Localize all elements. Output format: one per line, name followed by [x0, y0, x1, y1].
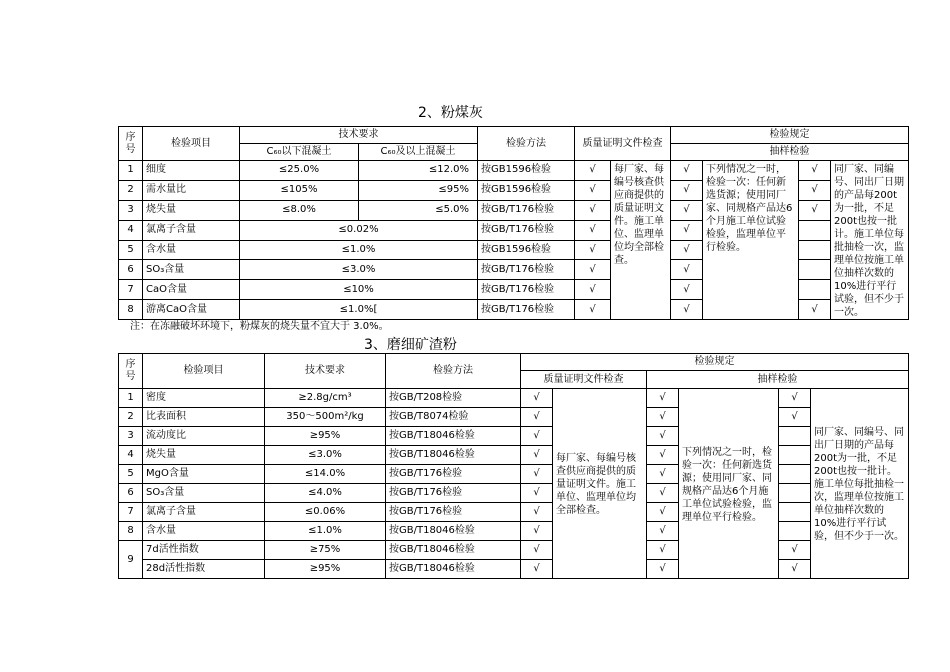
row-method: 按GB/T18046检验 — [386, 446, 521, 465]
row-item: 比表面积 — [143, 408, 265, 427]
row-req: ≥95% — [265, 560, 386, 579]
row-method: 按GB/T176检验 — [478, 280, 575, 300]
sample-check-mark: √ — [671, 300, 703, 320]
sample-text: 下列情况之一时，检验一次：任何新选货源；使用同厂家、同规格产品达6个月施工单位试验检验，监理单位平行检验。 — [703, 161, 799, 320]
sample-check-mark: √ — [647, 503, 679, 522]
header-seq: 序号 — [119, 127, 143, 161]
sample-check-mark: √ — [671, 161, 703, 181]
sample-check-mark: √ — [647, 541, 679, 560]
row-req-merged: ≤10% — [240, 280, 478, 300]
header-method: 检验方法 — [386, 354, 521, 389]
sample-check-mark: √ — [647, 522, 679, 541]
batch-check-mark — [779, 446, 811, 465]
row-method: 按GB/T176检验 — [386, 484, 521, 503]
header-rule: 检验规定 — [521, 354, 909, 371]
row-no: 4 — [119, 220, 143, 240]
header-sample: 抽样检验 — [647, 371, 909, 389]
row-method: 按GB1596检验 — [478, 240, 575, 260]
batch-check-mark: √ — [799, 161, 831, 181]
batch-check-mark: √ — [799, 300, 831, 320]
row-method: 按GB/T18046检验 — [386, 522, 521, 541]
row-req: ≤4.0% — [265, 484, 386, 503]
row-method: 按GB/T18046检验 — [386, 560, 521, 579]
row-req: ≥2.8g/cm³ — [265, 389, 386, 408]
row-item: 需水量比 — [143, 180, 240, 200]
quality-check-mark: √ — [575, 161, 611, 181]
quality-check-mark: √ — [521, 484, 553, 503]
sample-check-mark: √ — [671, 180, 703, 200]
row-req-merged: ≤1.0%[ — [240, 300, 478, 320]
quality-check-mark: √ — [521, 503, 553, 522]
quality-text: 每厂家、每编号核查供应商提供的质量证明文件。施工单位、监理单位均全部检查。 — [553, 389, 647, 579]
header-method: 检验方法 — [478, 127, 575, 161]
quality-check-mark: √ — [521, 541, 553, 560]
row-method: 按GB/T18046检验 — [386, 427, 521, 446]
sample-check-mark: √ — [671, 220, 703, 240]
row-no: 3 — [119, 427, 143, 446]
quality-check-mark: √ — [575, 260, 611, 280]
sample-check-mark: √ — [671, 200, 703, 220]
batch-check-mark: √ — [779, 408, 811, 427]
batch-check-mark: √ — [779, 560, 811, 579]
row-req: ≤3.0% — [265, 446, 386, 465]
quality-check-mark: √ — [521, 560, 553, 579]
quality-check-mark: √ — [521, 389, 553, 408]
sample-check-mark: √ — [671, 260, 703, 280]
row-req: ≥75% — [265, 541, 386, 560]
row-req-low: ≤25.0% — [240, 161, 359, 181]
row-method: 按GB/T8074检验 — [386, 408, 521, 427]
sample-check-mark: √ — [647, 484, 679, 503]
quality-text: 每厂家、每编号核查供应商提供的质量证明文件。施工单位、监理单位均全部检查。 — [611, 161, 671, 320]
row-item: 细度 — [143, 161, 240, 181]
row-req: ≤14.0% — [265, 465, 386, 484]
row-item: 游离CaO含量 — [143, 300, 240, 320]
row-method: 按GB/T176检验 — [478, 220, 575, 240]
row-item: 密度 — [143, 389, 265, 408]
row-no: 8 — [119, 522, 143, 541]
row-no: 7 — [119, 503, 143, 522]
row-no: 5 — [119, 465, 143, 484]
quality-check-mark: √ — [575, 180, 611, 200]
batch-check-mark — [779, 465, 811, 484]
batch-check-mark — [779, 522, 811, 541]
batch-check-mark — [779, 427, 811, 446]
row-no: 1 — [119, 161, 143, 181]
header-sub-low: C₆₀以下混凝土 — [240, 144, 359, 161]
row-item: MgO含量 — [143, 465, 265, 484]
row-no: 1 — [119, 389, 143, 408]
row-item: 7d活性指数 — [143, 541, 265, 560]
rule-text: 同厂家、同编号、同出厂日期的产品每200t为一批，不足200t也按一批计。施工单位每批抽检一次，监理单位按施工单位抽样次数的10%进行平行试验，但不少于一次。 — [831, 161, 909, 320]
batch-check-mark — [799, 220, 831, 240]
batch-check-mark — [779, 503, 811, 522]
batch-check-mark — [799, 260, 831, 280]
header-seq: 序号 — [119, 354, 143, 389]
batch-check-mark: √ — [799, 180, 831, 200]
row-no: 5 — [119, 240, 143, 260]
sample-check-mark: √ — [647, 427, 679, 446]
row-item: 含水量 — [143, 240, 240, 260]
row-method: 按GB/T176检验 — [478, 260, 575, 280]
quality-check-mark: √ — [575, 200, 611, 220]
row-method: 按GB/T18046检验 — [386, 541, 521, 560]
row-req-low: ≤105% — [240, 180, 359, 200]
header-tech: 技术要求 — [240, 127, 478, 144]
rule-text: 同厂家、同编号、同出厂日期的产品每200t为一批，不足200t也按一批计。施工单位每批抽检一次，监理单位按施工单位抽样次数的10%进行平行试验，但不少于一次。 — [811, 389, 909, 579]
row-req-high: ≤95% — [359, 180, 478, 200]
row-req-high: ≤5.0% — [359, 200, 478, 220]
row-item: SO₃含量 — [143, 260, 240, 280]
row-no: 9 — [119, 541, 143, 579]
quality-check-mark: √ — [521, 465, 553, 484]
row-req-high: ≤12.0% — [359, 161, 478, 181]
row-method: 按GB/T176检验 — [386, 465, 521, 484]
header-item: 检验项目 — [143, 354, 265, 389]
sample-text: 下列情况之一时，检验一次：任何新选货源；使用同厂家、同规格产品达6个月施工单位试验检验，监理单位平行检验。 — [679, 389, 779, 579]
header-quality: 质量证明文件检查 — [575, 127, 671, 161]
quality-check-mark: √ — [575, 280, 611, 300]
sample-check-mark: √ — [671, 280, 703, 300]
row-method: 按GB/T208检验 — [386, 389, 521, 408]
row-no: 2 — [119, 408, 143, 427]
row-item: 含水量 — [143, 522, 265, 541]
batch-check-mark — [779, 484, 811, 503]
fly-ash-table — [118, 126, 909, 320]
row-method: 按GB/T176检验 — [478, 300, 575, 320]
row-req-merged: ≤0.02% — [240, 220, 478, 240]
row-item: 氯离子含量 — [143, 220, 240, 240]
batch-check-mark — [799, 240, 831, 260]
row-no: 6 — [119, 484, 143, 503]
row-req: 350～500m²/kg — [265, 408, 386, 427]
quality-check-mark: √ — [575, 220, 611, 240]
row-method: 按GB/T176检验 — [478, 200, 575, 220]
quality-check-mark: √ — [521, 427, 553, 446]
header-sub-high: C₆₀及以上混凝土 — [359, 144, 478, 161]
row-req: ≤0.06% — [265, 503, 386, 522]
row-item: SO₃含量 — [143, 484, 265, 503]
quality-check-mark: √ — [575, 300, 611, 320]
sample-check-mark: √ — [647, 465, 679, 484]
section2-title: 2、粉煤灰 — [418, 105, 483, 121]
row-no: 4 — [119, 446, 143, 465]
section2-note: 注：在冻融破坏环境下，粉煤灰的烧失量不宜大于 3.0%。 — [130, 321, 389, 332]
row-req-merged: ≤1.0% — [240, 240, 478, 260]
header-item: 检验项目 — [143, 127, 240, 161]
sample-check-mark: √ — [647, 408, 679, 427]
row-no: 6 — [119, 260, 143, 280]
row-req: ≥95% — [265, 427, 386, 446]
sample-check-mark: √ — [647, 560, 679, 579]
row-req-low: ≤8.0% — [240, 200, 359, 220]
row-method: 按GB1596检验 — [478, 180, 575, 200]
row-no: 8 — [119, 300, 143, 320]
row-req: ≤1.0% — [265, 522, 386, 541]
header-sample: 抽样检验 — [671, 144, 909, 161]
quality-check-mark: √ — [521, 408, 553, 427]
row-no: 2 — [119, 180, 143, 200]
sample-check-mark: √ — [647, 446, 679, 465]
quality-check-mark: √ — [521, 522, 553, 541]
row-no: 3 — [119, 200, 143, 220]
sample-check-mark: √ — [647, 389, 679, 408]
sample-check-mark: √ — [671, 240, 703, 260]
batch-check-mark: √ — [779, 541, 811, 560]
header-rule: 检验规定 — [671, 127, 909, 144]
row-no: 7 — [119, 280, 143, 300]
batch-check-mark: √ — [799, 200, 831, 220]
row-item: 烧失量 — [143, 200, 240, 220]
batch-check-mark: √ — [779, 389, 811, 408]
slag-powder-table — [118, 353, 909, 579]
row-item: CaO含量 — [143, 280, 240, 300]
row-method: 按GB/T176检验 — [386, 503, 521, 522]
row-req-merged: ≤3.0% — [240, 260, 478, 280]
batch-check-mark — [799, 280, 831, 300]
row-method: 按GB1596检验 — [478, 161, 575, 181]
quality-check-mark: √ — [521, 446, 553, 465]
row-item: 28d活性指数 — [143, 560, 265, 579]
row-item: 氯离子含量 — [143, 503, 265, 522]
row-item: 烧失量 — [143, 446, 265, 465]
header-quality: 质量证明文件检查 — [521, 371, 647, 389]
row-item: 流动度比 — [143, 427, 265, 446]
quality-check-mark: √ — [575, 240, 611, 260]
section3-title: 3、磨细矿渣粉 — [364, 337, 457, 353]
header-tech: 技术要求 — [265, 354, 386, 389]
